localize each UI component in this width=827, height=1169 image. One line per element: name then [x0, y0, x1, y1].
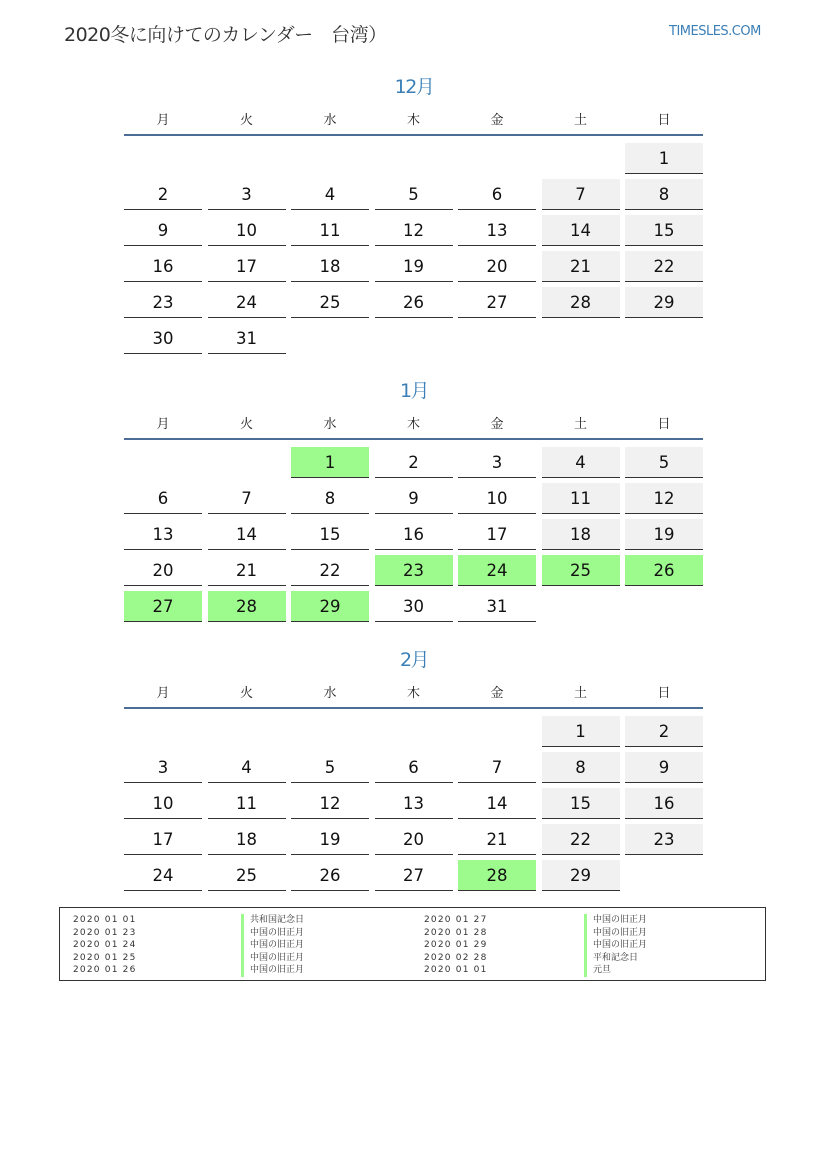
legend-date: 2020 01 23: [73, 927, 137, 938]
brand-link[interactable]: TIMESLES.COM: [669, 24, 761, 39]
legend-date: 2020 01 28: [424, 927, 488, 938]
page-title: 2020冬に向けてのカレンダー 台湾）: [64, 24, 387, 46]
day-cell[interactable]: 1: [625, 143, 703, 174]
day-cell[interactable]: 13: [458, 215, 536, 246]
legend-holiday-name: 中国の旧正月: [241, 964, 304, 977]
day-cell[interactable]: 21: [542, 251, 620, 282]
weekday-header: 土: [573, 417, 587, 432]
weekday-header: 水: [323, 113, 337, 128]
day-cell[interactable]: 29: [542, 860, 620, 891]
weekday-header: 土: [573, 686, 587, 701]
day-cell[interactable]: 25: [291, 287, 369, 318]
day-cell[interactable]: 11: [542, 483, 620, 514]
legend-date: 2020 01 26: [73, 965, 137, 975]
day-cell[interactable]: 17: [458, 519, 536, 550]
day-cell[interactable]: 14: [542, 215, 620, 246]
day-cell[interactable]: 20: [124, 555, 202, 586]
month-title: 12月: [394, 76, 434, 98]
day-cell[interactable]: 7: [458, 752, 536, 783]
legend-holiday-name: 中国の旧正月: [241, 939, 304, 952]
weekday-header: 日: [657, 417, 671, 432]
day-cell[interactable]: 31: [208, 323, 286, 354]
weekday-header: 火: [239, 113, 253, 128]
day-cell[interactable]: 24: [458, 555, 536, 586]
day-cell[interactable]: 11: [291, 215, 369, 246]
day-cell[interactable]: 18: [291, 251, 369, 282]
day-cell[interactable]: 21: [208, 555, 286, 586]
legend-date: 2020 02 28: [424, 952, 488, 963]
day-cell[interactable]: 6: [458, 179, 536, 210]
day-cell[interactable]: 31: [458, 591, 536, 622]
legend-date: 2020 01 24: [73, 940, 137, 950]
day-cell[interactable]: 15: [291, 519, 369, 550]
day-cell[interactable]: 17: [208, 251, 286, 282]
day-cell[interactable]: 7: [542, 179, 620, 210]
day-cell[interactable]: 13: [375, 788, 453, 819]
day-cell[interactable]: 19: [375, 251, 453, 282]
weekday-header: 日: [657, 113, 671, 128]
weekday-header: 火: [239, 686, 253, 701]
day-cell[interactable]: 27: [124, 591, 202, 622]
legend-date: 2020 01 01: [424, 965, 488, 975]
day-cell[interactable]: 9: [375, 483, 453, 514]
day-cell[interactable]: 22: [625, 251, 703, 282]
day-cell[interactable]: 5: [625, 447, 703, 478]
day-cell[interactable]: 29: [291, 591, 369, 622]
weekday-header: 月: [156, 417, 170, 432]
day-cell[interactable]: 29: [625, 287, 703, 318]
day-cell[interactable]: 2: [375, 447, 453, 478]
day-cell[interactable]: 18: [208, 824, 286, 855]
legend-date: 2020 01 01: [73, 915, 137, 925]
day-cell[interactable]: 9: [124, 215, 202, 246]
header-divider: [124, 438, 703, 440]
day-cell[interactable]: 24: [208, 287, 286, 318]
weekday-header: 金: [490, 113, 504, 128]
weekday-header: 火: [239, 417, 253, 432]
day-cell[interactable]: 28: [458, 860, 536, 891]
day-cell[interactable]: 8: [291, 483, 369, 514]
legend-holiday-name: 中国の旧正月: [241, 927, 304, 940]
day-cell[interactable]: 10: [208, 215, 286, 246]
day-cell[interactable]: 12: [625, 483, 703, 514]
month-title: 2月: [399, 649, 429, 671]
day-cell[interactable]: 17: [124, 824, 202, 855]
day-cell[interactable]: 4: [542, 447, 620, 478]
header-divider: [124, 134, 703, 136]
day-cell[interactable]: 30: [375, 591, 453, 622]
day-cell[interactable]: 1: [291, 447, 369, 478]
legend-date: 2020 01 25: [73, 952, 137, 963]
day-cell[interactable]: 1: [542, 716, 620, 747]
day-cell[interactable]: 14: [458, 788, 536, 819]
day-cell[interactable]: 3: [458, 447, 536, 478]
weekday-header: 日: [657, 686, 671, 701]
weekday-header: 月: [156, 113, 170, 128]
legend-holiday-name: 中国の旧正月: [584, 914, 647, 927]
day-cell[interactable]: 13: [124, 519, 202, 550]
weekday-header: 木: [406, 686, 420, 701]
day-cell[interactable]: 12: [291, 788, 369, 819]
day-cell[interactable]: 3: [208, 179, 286, 210]
day-cell[interactable]: 19: [291, 824, 369, 855]
day-cell[interactable]: 4: [208, 752, 286, 783]
weekday-header: 金: [490, 686, 504, 701]
weekday-header: 水: [323, 417, 337, 432]
day-cell[interactable]: 28: [542, 287, 620, 318]
day-cell[interactable]: 30: [124, 323, 202, 354]
holiday-legend: [59, 907, 766, 981]
day-cell[interactable]: 16: [124, 251, 202, 282]
day-cell[interactable]: 28: [208, 591, 286, 622]
header-divider: [124, 707, 703, 709]
legend-holiday-name: 中国の旧正月: [584, 927, 647, 940]
day-cell[interactable]: 20: [458, 251, 536, 282]
day-cell[interactable]: 4: [291, 179, 369, 210]
day-cell[interactable]: 8: [625, 179, 703, 210]
day-cell[interactable]: 5: [291, 752, 369, 783]
day-cell[interactable]: 6: [124, 483, 202, 514]
day-cell[interactable]: 2: [625, 716, 703, 747]
legend-holiday-name: 共和国記念日: [241, 914, 304, 927]
day-cell[interactable]: 11: [208, 788, 286, 819]
day-cell[interactable]: 10: [458, 483, 536, 514]
day-cell[interactable]: 18: [542, 519, 620, 550]
day-cell[interactable]: 26: [625, 555, 703, 586]
day-cell[interactable]: 9: [625, 752, 703, 783]
day-cell[interactable]: 6: [375, 752, 453, 783]
day-cell[interactable]: 25: [208, 860, 286, 891]
day-cell[interactable]: 15: [542, 788, 620, 819]
legend-holiday-name: 中国の旧正月: [584, 939, 647, 952]
day-cell[interactable]: 7: [208, 483, 286, 514]
legend-holiday-name: 平和記念日: [584, 952, 638, 965]
day-cell[interactable]: 27: [375, 860, 453, 891]
day-cell[interactable]: 23: [625, 824, 703, 855]
day-cell[interactable]: 24: [124, 860, 202, 891]
legend-holiday-name: 中国の旧正月: [241, 952, 304, 965]
day-cell[interactable]: 22: [291, 555, 369, 586]
day-cell[interactable]: 10: [124, 788, 202, 819]
legend-holiday-name: 元旦: [584, 964, 611, 977]
day-cell[interactable]: 19: [625, 519, 703, 550]
day-cell[interactable]: 21: [458, 824, 536, 855]
day-cell[interactable]: 26: [291, 860, 369, 891]
day-cell[interactable]: 16: [375, 519, 453, 550]
day-cell[interactable]: 22: [542, 824, 620, 855]
day-cell[interactable]: 12: [375, 215, 453, 246]
weekday-header: 土: [573, 113, 587, 128]
day-cell[interactable]: 14: [208, 519, 286, 550]
day-cell[interactable]: 20: [375, 824, 453, 855]
weekday-header: 水: [323, 686, 337, 701]
weekday-header: 木: [406, 417, 420, 432]
weekday-header: 月: [156, 686, 170, 701]
day-cell[interactable]: 5: [375, 179, 453, 210]
weekday-header: 木: [406, 113, 420, 128]
legend-date: 2020 01 27: [424, 915, 488, 925]
day-cell[interactable]: 25: [542, 555, 620, 586]
day-cell[interactable]: 23: [124, 287, 202, 318]
day-cell[interactable]: 8: [542, 752, 620, 783]
day-cell[interactable]: 16: [625, 788, 703, 819]
legend-date: 2020 01 29: [424, 940, 488, 950]
day-cell[interactable]: 26: [375, 287, 453, 318]
month-title: 1月: [399, 380, 429, 402]
day-cell[interactable]: 15: [625, 215, 703, 246]
day-cell[interactable]: 23: [375, 555, 453, 586]
weekday-header: 金: [490, 417, 504, 432]
day-cell[interactable]: 2: [124, 179, 202, 210]
day-cell[interactable]: 3: [124, 752, 202, 783]
day-cell[interactable]: 27: [458, 287, 536, 318]
